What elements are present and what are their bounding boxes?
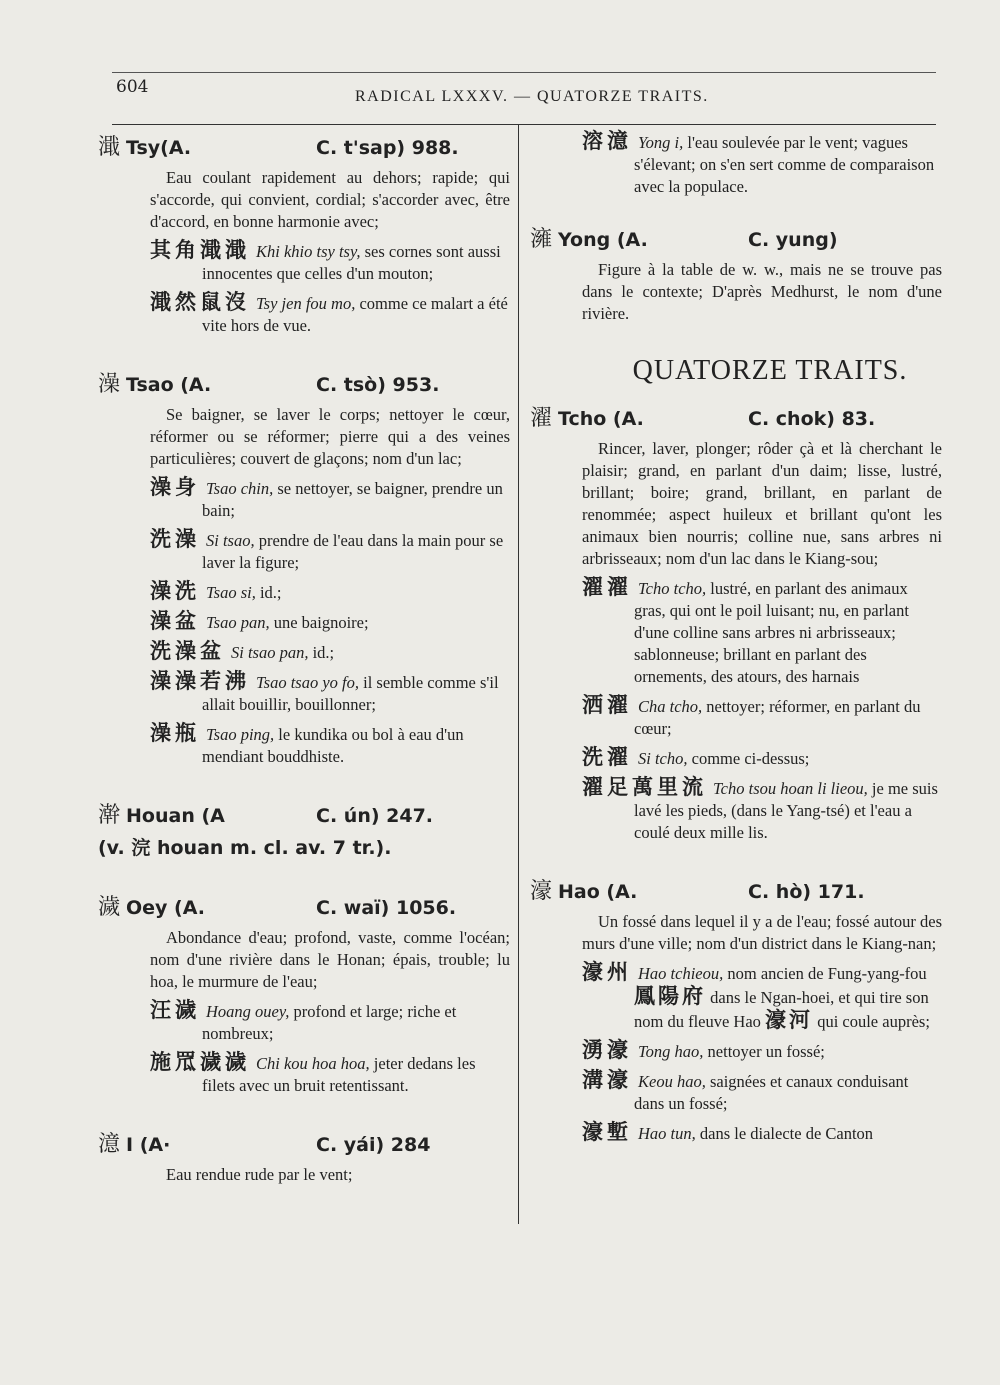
entry-definition: Eau coulant rapidement au dehors; rapide; qui s'accorde, qui convient, cordial; s'accorder avec, être d'accord, en bonne harmonie avec; xyxy=(150,168,510,231)
example xyxy=(150,670,518,716)
example xyxy=(582,1039,950,1063)
example-romanization: Khi khio tsy tsy, xyxy=(256,242,361,261)
headword-cantonese: C. tsò) 953. xyxy=(316,374,440,396)
example-translation: jeter dedans les filets avec un bruit retentissant. xyxy=(202,1054,476,1095)
entry-heading xyxy=(98,367,518,398)
example xyxy=(150,580,518,604)
example xyxy=(150,610,518,634)
example-chars: 濠塹 xyxy=(582,1120,632,1144)
example-translation: profond et large; riche et nombreux; xyxy=(202,1002,457,1043)
headword-cantonese: C. yái) 284 xyxy=(316,1134,431,1156)
example-romanization: Hoang ouey, xyxy=(206,1002,290,1021)
headword-cantonese: C. waï) 1056. xyxy=(316,897,457,919)
headword-char: 濠 xyxy=(530,879,553,904)
column-divider xyxy=(518,124,519,1224)
example-chars: 濯濯 xyxy=(582,575,632,599)
example xyxy=(150,999,518,1045)
example-translation: id.; xyxy=(259,583,282,602)
example-romanization: Cha tcho, xyxy=(638,697,703,716)
example xyxy=(150,1051,518,1097)
example-translation: qui coule auprès; xyxy=(817,1012,930,1031)
example-romanization: Hao tchieou, xyxy=(638,964,724,983)
example-chars: 濯足萬里流 xyxy=(582,775,707,799)
example xyxy=(150,291,518,337)
example xyxy=(582,1069,950,1115)
example-chars: 洗濯 xyxy=(582,745,632,769)
example xyxy=(150,476,518,522)
example-romanization: Tsao ping, xyxy=(206,725,275,744)
example-romanization: Tsao si, xyxy=(206,583,256,602)
entry-tsy xyxy=(98,130,518,337)
entry-tcho xyxy=(530,401,950,844)
headword-cantonese: C. t'sap) 988. xyxy=(316,137,459,159)
example-chars: 洗澡盆 xyxy=(150,639,225,663)
example-translation: lustré, en parlant des animaux gras, qui ont le poil luisant; nu, en parlant d'une colline sans arbres ni arbrisseaux; sablonneuse; brillant en parlant des ornements, des atours, des harnais xyxy=(634,579,909,686)
headword-char: 澺 xyxy=(98,1132,121,1157)
example xyxy=(150,640,518,664)
headword-romanization: Tsao (A. xyxy=(126,374,212,396)
entry-definition: Se baigner, se laver le corps; nettoyer le cœur, réformer ou se réformer; pierre qui a des veines particulières; couvert de glaçons; nom d'un lac; xyxy=(150,405,510,468)
headword-char: 澡 xyxy=(98,372,121,397)
headword-cantonese: C. chok) 83. xyxy=(748,408,876,430)
example-chars: 澡身 xyxy=(150,475,200,499)
example-chars: 溝濠 xyxy=(582,1068,632,1092)
example-romanization: Tsao chin, xyxy=(206,479,274,498)
example-chars: 澡洗 xyxy=(150,579,200,603)
entry-heading xyxy=(98,798,518,829)
headword-romanization: I (A· xyxy=(126,1134,171,1156)
example-chars: 汪濊 xyxy=(150,998,200,1022)
example-chars: 澡澡若沸 xyxy=(150,669,250,693)
example-translation: dans le dialecte de Canton xyxy=(699,1124,874,1143)
example-romanization: Tcho tsou hoan li lieou, xyxy=(713,779,868,798)
page-number: 604 xyxy=(116,77,149,97)
entry-oey xyxy=(98,890,518,1097)
example-translation: id.; xyxy=(312,643,335,662)
headword-romanization: Hao (A. xyxy=(558,881,638,903)
example-chars: 其角濈濈 xyxy=(150,238,250,262)
entry-yong xyxy=(530,222,950,325)
entry-heading xyxy=(98,890,518,921)
headword-char: 澣 xyxy=(98,803,121,828)
example-chars: 澡瓶 xyxy=(150,721,200,745)
entry-heading xyxy=(98,130,518,161)
example-translation: dans le Ngan-hoei, et qui tire son nom du fleuve Hao xyxy=(634,988,929,1031)
example xyxy=(150,239,518,285)
example-romanization: Si tsao, xyxy=(206,531,255,550)
example-translation: l'eau soulevée par le vent; vagues s'élevant; on s'en sert comme de comparaison avec la populace. xyxy=(634,133,935,196)
example-romanization: Yong i, xyxy=(638,133,684,152)
left-column xyxy=(98,130,518,1216)
example-romanization: Tsy jen fou mo, xyxy=(256,294,356,313)
example-romanization: Keou hao, xyxy=(638,1072,706,1091)
example-translation: je me suis lavé les pieds, (dans le Yang-tsé) et l'eau a coulé deux mille lis. xyxy=(634,779,938,842)
headword-cantonese: C. ún) 247. xyxy=(316,805,434,827)
example-translation: ses cornes sont aussi innocentes que celles d'un mouton; xyxy=(202,242,501,283)
inline-chars: 濠河 xyxy=(765,1008,814,1032)
entry-heading xyxy=(98,1127,518,1158)
headword-romanization: Tsy(A. xyxy=(126,137,192,159)
top-rule xyxy=(112,72,936,73)
headword-char: 濊 xyxy=(98,895,121,920)
headword-cantonese: C. yung) xyxy=(748,229,838,251)
entry-hao xyxy=(530,874,950,1145)
headword-romanization: Oey (A. xyxy=(126,897,206,919)
entry-definition: Un fossé dans lequel il y a de l'eau; fossé autour des murs d'une ville; nom d'un district dans le Kiang-nan; xyxy=(582,912,942,953)
entry-houan xyxy=(98,798,518,860)
entry-cross-reference: (v. 浣 houan m. cl. av. 7 tr.). xyxy=(98,837,392,859)
example-translation: comme ce malart a été vite hors de vue. xyxy=(202,294,508,335)
example-chars: 濠州 xyxy=(582,960,632,984)
example-translation: se nettoyer, se baigner, prendre un bain; xyxy=(202,479,503,520)
entry-definition: Rincer, laver, plonger; rôder çà et là cherchant le plaisir; grand, en parlant d'un daim; lisse, lustré, brillant; boire; grand, brillant, en parlant de renommée; aspect huileux et brillant qu'ont les animaux bien nourris; colline nue, sans arbres ni arbrisseaux; nom d'un lac dans le Kiang-sou; xyxy=(582,439,942,568)
example-romanization: Si tsao pan, xyxy=(231,643,309,662)
example-chars: 施罛濊濊 xyxy=(150,1050,250,1074)
headword-char: 澭 xyxy=(530,227,553,252)
header-rule xyxy=(112,124,936,125)
headword-char: 濈 xyxy=(98,135,121,160)
entry-heading xyxy=(530,874,950,905)
example-romanization: Hao tun, xyxy=(638,1124,696,1143)
example-chars: 洒濯 xyxy=(582,693,632,717)
inline-chars: 鳳陽府 xyxy=(634,984,706,1008)
headword-romanization: Houan (A xyxy=(126,805,225,827)
example-romanization: Tsao pan, xyxy=(206,613,270,632)
example-translation: nettoyer un fossé; xyxy=(707,1042,825,1061)
headword-char: 濯 xyxy=(530,406,553,431)
example xyxy=(582,961,950,1033)
example xyxy=(150,722,518,768)
example-romanization: Chi kou hoa hoa, xyxy=(256,1054,370,1073)
example xyxy=(582,1121,950,1145)
entry-definition: Abondance d'eau; profond, vaste, comme l'océan; nom d'une rivière dans le Honan; épais, trouble; lu hoa, le murmure de l'eau; xyxy=(150,928,510,991)
entry-heading xyxy=(530,222,950,253)
running-head: RADICAL LXXXV. — QUATORZE TRAITS. xyxy=(355,88,709,105)
example-chars: 澡盆 xyxy=(150,609,200,633)
right-column xyxy=(530,130,950,1175)
entry-definition: Eau rendue rude par le vent; xyxy=(166,1165,353,1184)
example-chars: 湧濠 xyxy=(582,1038,632,1062)
example-translation: il semble comme s'il allait bouillir, bouillonner; xyxy=(202,673,499,714)
headword-romanization: Tcho (A. xyxy=(558,408,644,430)
entry-i xyxy=(98,1127,518,1186)
example-romanization: Tsao tsao yo fo, xyxy=(256,673,359,692)
example-romanization: Tong hao, xyxy=(638,1042,704,1061)
example-romanization: Si tcho, xyxy=(638,749,688,768)
example-translation: une baignoire; xyxy=(273,613,369,632)
example-translation: prendre de l'eau dans la main pour se laver la figure; xyxy=(202,531,504,572)
example-translation: le kundika ou bol à eau d'un mendiant bouddhiste. xyxy=(202,725,464,766)
example xyxy=(582,130,950,198)
example xyxy=(582,576,950,688)
section-title: QUATORZE TRAITS. xyxy=(632,355,908,386)
entry-tsao xyxy=(98,367,518,768)
example-chars: 溶澺 xyxy=(582,129,632,153)
headword-cantonese: C. hò) 171. xyxy=(748,881,865,903)
example-chars: 洗澡 xyxy=(150,527,200,551)
example-translation: nom ancien de Fung-yang-fou xyxy=(727,964,927,983)
example-translation: comme ci-dessus; xyxy=(691,749,810,768)
headword-romanization: Yong (A. xyxy=(558,229,648,251)
example-translation: nettoyer; réformer, en parlant du cœur; xyxy=(634,697,921,738)
example xyxy=(582,746,950,770)
entry-heading xyxy=(530,401,950,432)
entry-definition: Figure à la table de w. w., mais ne se trouve pas dans le contexte; D'après Medhurst, le nom d'une rivière. xyxy=(582,260,942,323)
entry-continued xyxy=(530,130,950,198)
example-translation: saignées et canaux conduisant dans un fossé; xyxy=(634,1072,909,1113)
example xyxy=(582,694,950,740)
example xyxy=(150,528,518,574)
example-romanization: Tcho tcho, xyxy=(638,579,707,598)
example xyxy=(582,776,950,844)
example-chars: 濈然鼠沒 xyxy=(150,290,250,314)
